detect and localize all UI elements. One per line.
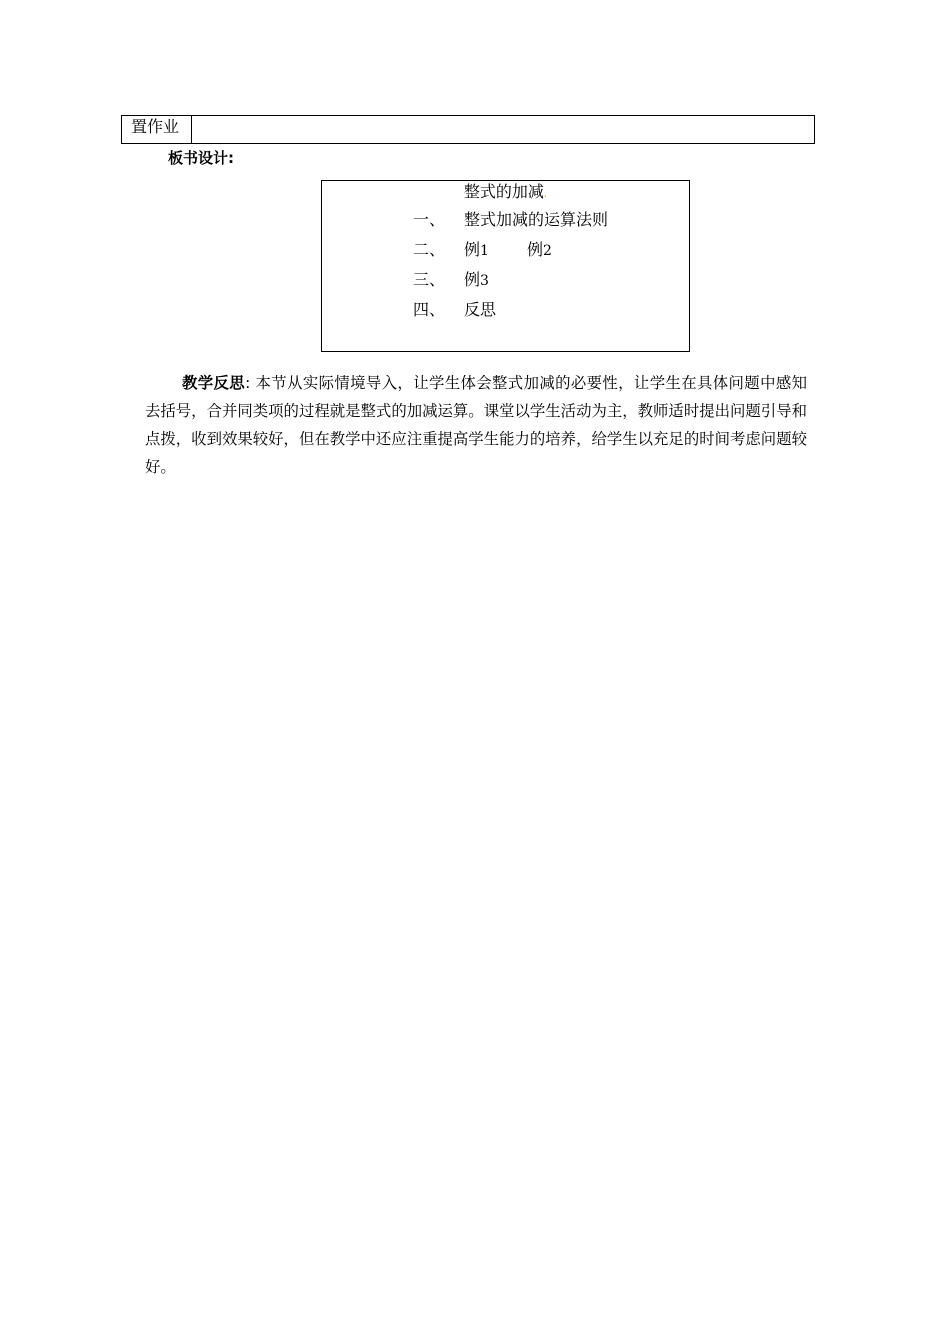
board-item-number: 三、 (413, 270, 446, 289)
homework-content-cell (192, 116, 814, 143)
homework-table-row (121, 115, 815, 144)
board-item-text: 例 (464, 240, 481, 259)
board-item-number: 四、 (413, 300, 446, 319)
board-item-ref: 3 (480, 273, 489, 289)
board-item-text-2: 例 (526, 240, 543, 259)
board-item-1 (413, 210, 608, 230)
board-title (322, 182, 689, 205)
board-item-text: 整式加减的运算法则 (464, 210, 609, 229)
board-item-text: 反思 (464, 300, 497, 319)
board-title-text: 整式的加减 (463, 182, 544, 201)
board-design-box (321, 180, 690, 352)
reflection-text: : 本节从实际情境导入，让学生体会整式加减的必要性，让学生在具体问题中感知去括号，合并同类项的过程就是整式的加减运算。课堂以学生活动为主，教师适时提出问题引导和点拨，收到效果较好，但在教学中还应注重提高学生能力的培养，给学生以充足的时间考虑问题较好。 (145, 374, 807, 477)
homework-label: 置作业 (122, 116, 192, 143)
board-title-mark: . (543, 189, 548, 200)
board-item-3 (413, 270, 489, 291)
board-design-heading: 板书设计: (168, 149, 234, 167)
board-item-text: 例 (464, 270, 481, 289)
board-item-4 (413, 300, 496, 320)
board-item-number: 一、 (413, 210, 446, 229)
board-item-2 (413, 240, 552, 261)
board-item-ref-2: 2 (542, 243, 552, 259)
teaching-reflection-paragraph (145, 369, 807, 481)
reflection-label: 教学反思 (182, 374, 246, 393)
board-item-ref: 1 (480, 243, 489, 259)
board-item-number: 二、 (413, 240, 446, 259)
